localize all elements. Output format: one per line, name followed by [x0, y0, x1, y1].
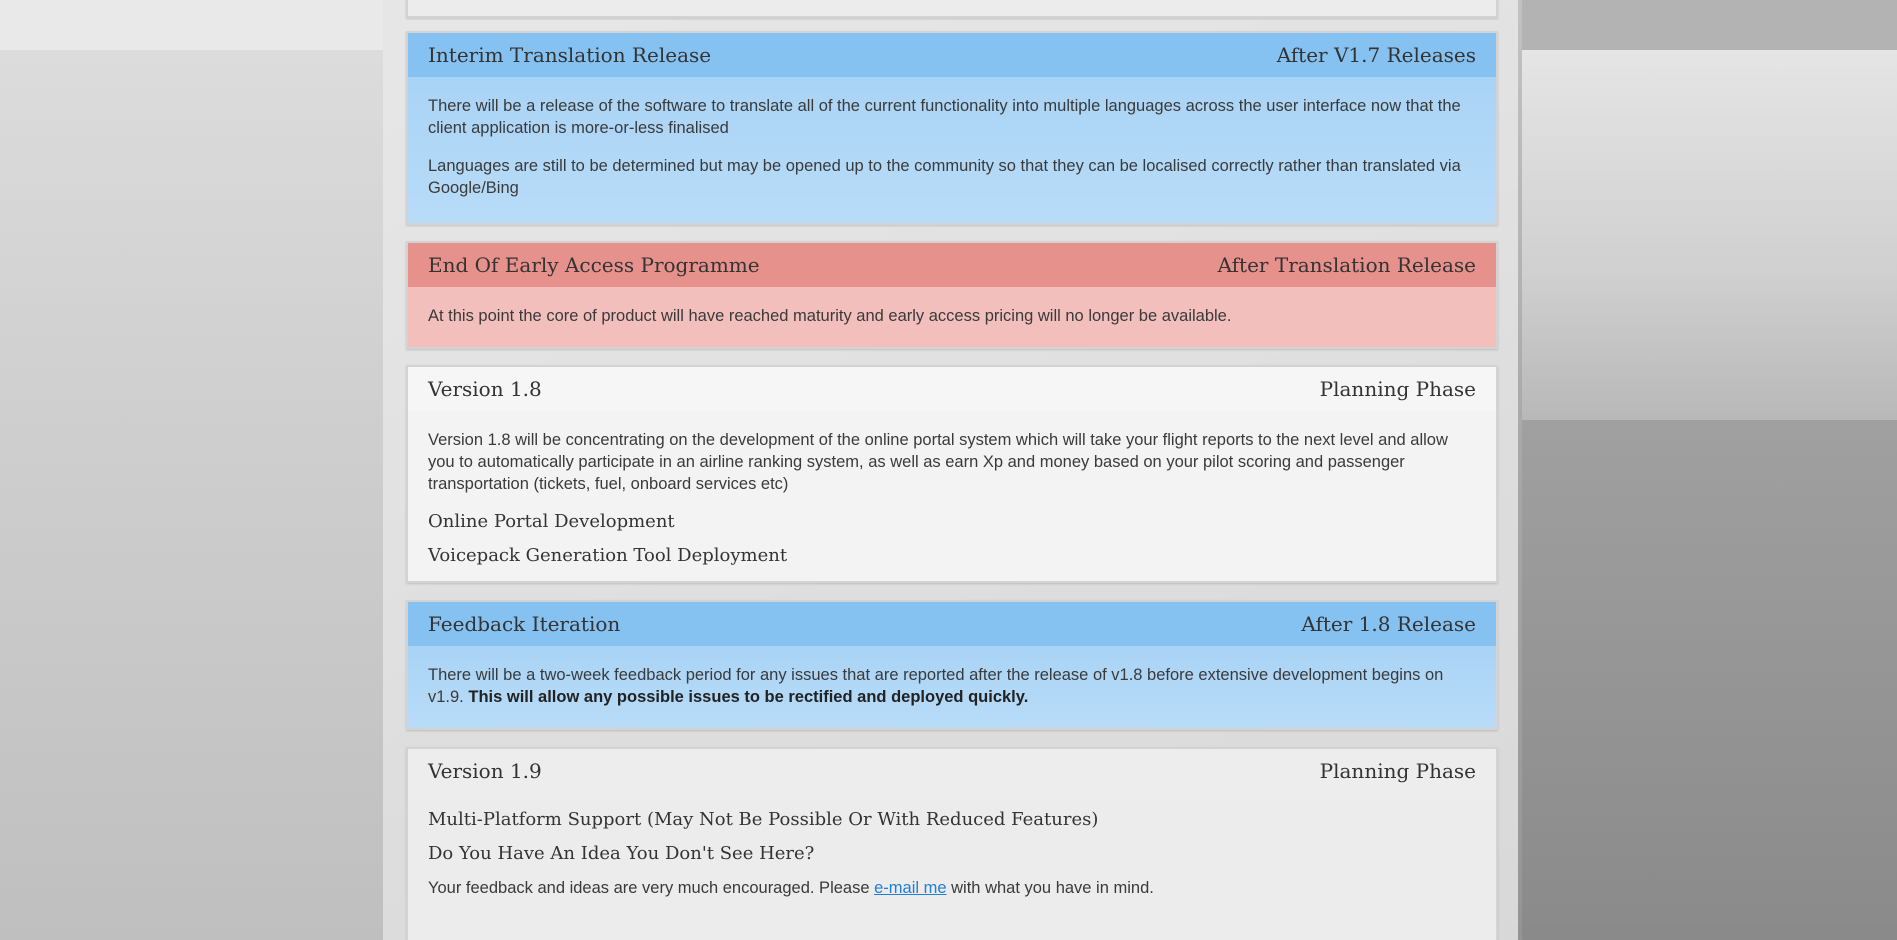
card-header [408, 367, 1496, 411]
card-paragraph: Version 1.8 will be concentrating on the development of the online portal system which will take your flight reports to the next level and allow you to automatically participate in an airline ranking system, as well as earn Xp and money based on your pilot scoring and passenger transportation (tickets, fuel, onboard services etc) [428, 431, 1448, 493]
note-text-before: Your feedback and ideas are very much encouraged. Please [428, 879, 870, 897]
card-paragraph [428, 664, 1476, 708]
card-title: Feedback Iteration [428, 612, 621, 636]
feature-item: Multi-Platform Support (May Not Be Possible Or With Reduced Features) [428, 809, 1099, 830]
card-paragraph: Languages are still to be determined but may be opened up to the community so that they can be localised correctly rather than translated via Google/Bing [428, 157, 1461, 197]
card-header [408, 33, 1496, 77]
card-body [408, 77, 1496, 223]
card-status: Planning Phase [1319, 759, 1476, 783]
background-cockpit-window [0, 50, 383, 940]
background-top-left [0, 0, 383, 50]
card-header [408, 243, 1496, 287]
card-body [408, 793, 1496, 940]
background-cockpit-panel [1522, 420, 1897, 940]
roadmap-card-version-1-9 [406, 747, 1498, 940]
card-status: After 1.8 Release [1301, 612, 1476, 636]
email-link[interactable]: e-mail me [874, 879, 947, 897]
card-body [408, 411, 1496, 581]
background-clouds [1522, 50, 1897, 420]
card-title: Version 1.8 [428, 377, 542, 401]
card-title: End Of Early Access Programme [428, 253, 760, 277]
card-body [408, 646, 1496, 728]
feedback-emphasis: This will allow any possible issues to be rectified and deployed quickly. [468, 688, 1029, 706]
card-body [408, 287, 1496, 347]
feature-item: Voicepack Generation Tool Deployment [428, 545, 788, 566]
card-paragraph: At this point the core of product will have reached maturity and early access pricing will no longer be available. [428, 307, 1232, 325]
background-top-right [1522, 0, 1897, 50]
roadmap-card-previous [406, 0, 1498, 18]
feedback-text: There will be a two-week feedback period for any issues that are reported after the release of v1.8 before extensive development begins on v1.9. [428, 666, 1444, 706]
card-status: Planning Phase [1319, 377, 1476, 401]
roadmap-card-early-access [406, 241, 1498, 349]
card-title: Version 1.9 [428, 759, 542, 783]
roadmap-card-translation [406, 31, 1498, 225]
feature-item: Online Portal Development [428, 511, 675, 532]
feature-item: Do You Have An Idea You Don't See Here? [428, 843, 815, 864]
feedback-note [428, 877, 1476, 899]
roadmap-container [383, 0, 1518, 940]
note-text-after: with what you have in mind. [951, 879, 1154, 897]
card-paragraph: There will be a release of the software to translate all of the current functionality into multiple languages across the user interface now that the client application is more-or-less finalised [428, 97, 1461, 137]
card-status: After V1.7 Releases [1276, 43, 1476, 67]
card-status: After Translation Release [1217, 253, 1476, 277]
card-header [408, 602, 1496, 646]
card-title: Interim Translation Release [428, 43, 712, 67]
roadmap-card-feedback [406, 600, 1498, 730]
roadmap-card-version-1-8 [406, 365, 1498, 583]
card-header [408, 749, 1496, 793]
